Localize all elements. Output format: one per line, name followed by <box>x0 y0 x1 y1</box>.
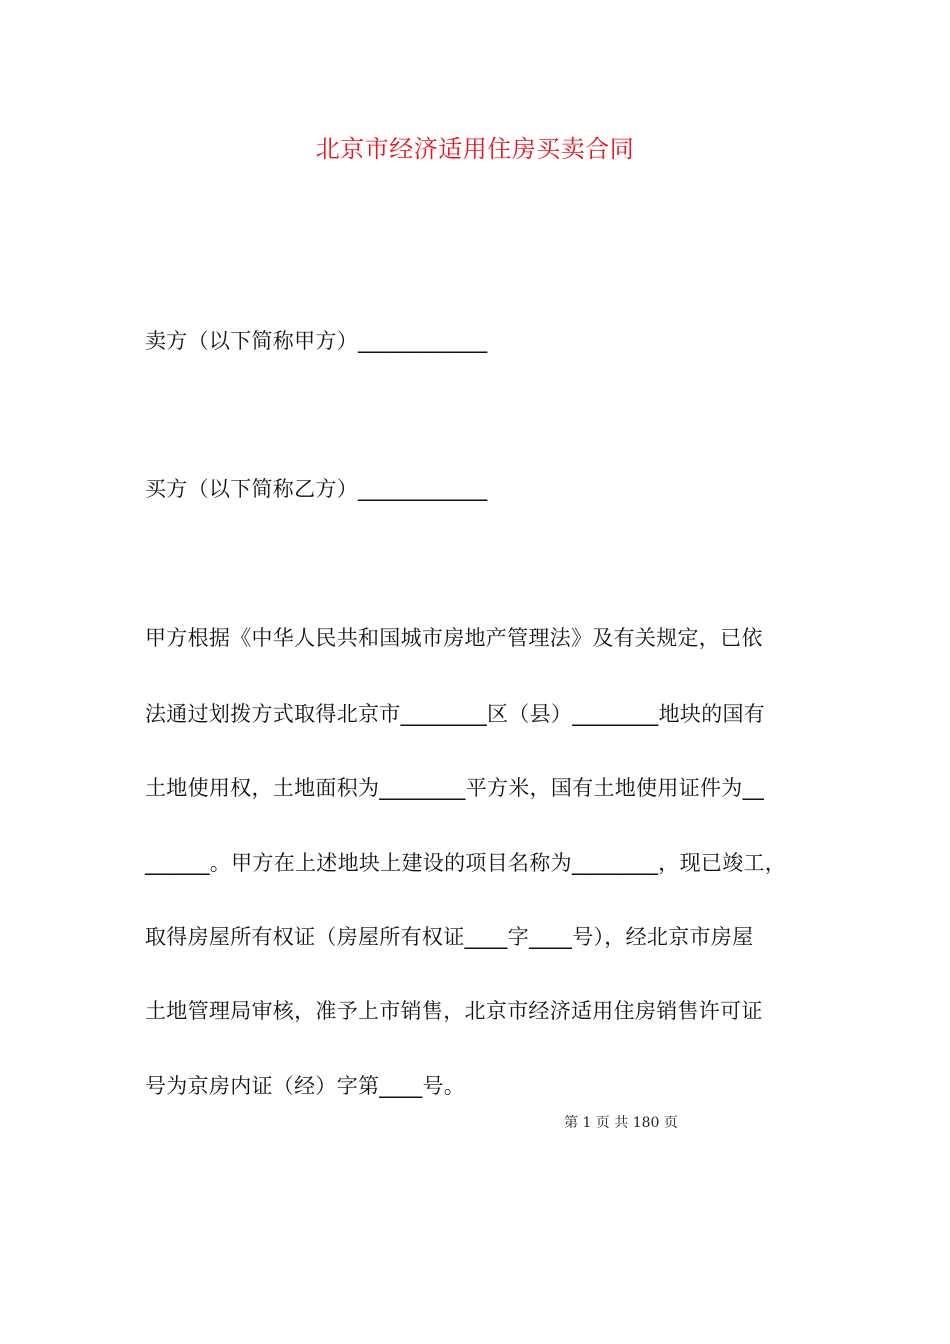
buyer-line: 买方（以下简称乙方）____________ <box>145 477 488 501</box>
body-line-4: ______。甲方在上述地块上建设的项目名称为________，现已竣工， <box>145 851 787 875</box>
body-line-3: 土地使用权，土地面积为________平方米，国有土地使用证件为__ <box>145 776 765 800</box>
seller-line: 卖方（以下简称甲方）____________ <box>145 329 488 353</box>
body-line-5: 取得房屋所有权证（房屋所有权证____字____号），经北京市房屋 <box>145 925 754 949</box>
body-line-1: 甲方根据《中华人民共和国城市房地产管理法》及有关规定，已依 <box>145 626 763 650</box>
body-line-7: 号为京房内证（经）字第____号。 <box>145 1074 466 1098</box>
page-number-footer: 第 1 页 共 180 页 <box>564 1115 678 1131</box>
body-line-2: 法通过划拨方式取得北京市________区（县）________地块的国有 <box>145 702 766 726</box>
body-line-6: 土地管理局审核，准予上市销售，北京市经济适用住房销售许可证 <box>145 999 763 1023</box>
document-title: 北京市经济适用住房买卖合同 <box>315 135 635 163</box>
